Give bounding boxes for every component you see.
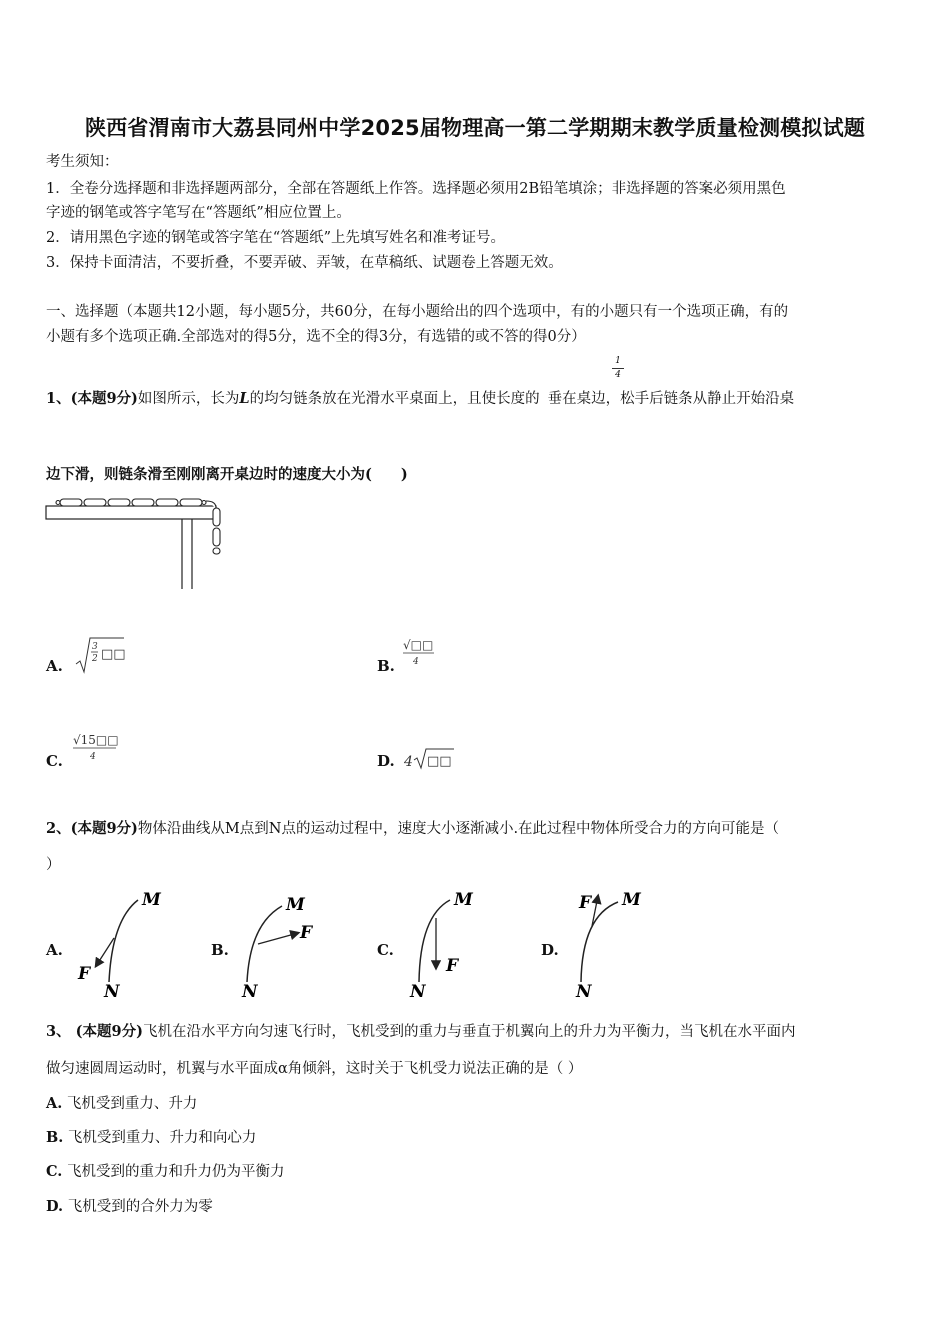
frac-den: 4 <box>413 657 419 667</box>
q2-option-d-figure <box>570 886 666 998</box>
q1-prefix: 1、(本题9分) <box>46 390 138 407</box>
notice-item-1: 1．全卷分选择题和非选择题两部分，全部在答题纸上作答。选择题必须用2B铅笔填涂；非选择题的答案必须用黑色 <box>46 181 786 197</box>
q3-option-a-label: A. <box>46 1095 63 1112</box>
label-f: F <box>579 893 592 913</box>
frac-num: 3 <box>92 642 98 652</box>
q1-line2: 边下滑，则链条滑至刚刚离开桌边时的速度大小为( ) <box>46 466 408 483</box>
q1-option-b-math <box>400 636 440 672</box>
q3-option-d-text: 飞机受到的合外力为零 <box>67 1199 213 1215</box>
label-m: M <box>142 890 161 910</box>
label-n: N <box>104 982 120 998</box>
q2-line1 <box>46 819 779 839</box>
label-n: N <box>576 982 592 998</box>
page-title: 陕西省渭南市大荔县同州中学2025届物理高一第二学期期末教学质量检测模拟试题 <box>84 116 866 140</box>
q2-option-a-figure <box>74 886 170 998</box>
q3-option-b-label: B. <box>46 1129 64 1146</box>
label-f: F <box>446 956 459 976</box>
q1-text-b: 的均匀链条放在光滑水平桌面上，且使长度的 <box>249 391 540 407</box>
label-m: M <box>286 895 305 915</box>
q3-option-a-text: 飞机受到重力、升力 <box>66 1096 198 1112</box>
q1-option-b-label[interactable]: B. <box>377 657 395 675</box>
q3-option-b[interactable] <box>46 1128 256 1148</box>
force-arrow <box>258 933 298 944</box>
q2-option-a-label[interactable]: A. <box>46 941 63 959</box>
coef: 4 <box>404 754 413 770</box>
q1-option-a-label[interactable]: A. <box>46 657 63 675</box>
label-n: N <box>242 982 258 998</box>
q2-option-c-figure <box>400 886 496 998</box>
q3-option-d-label: D. <box>46 1198 64 1215</box>
q1-fraction-num: 1 <box>615 356 621 366</box>
q3-option-a[interactable] <box>46 1094 197 1114</box>
notice-item-1-cont: 字迹的钢笔或答字笔写在“答题纸”相应位置上。 <box>46 205 351 221</box>
q2-prefix: 2、(本题9分) <box>46 820 138 837</box>
q3-line2: 做匀速圆周运动时，机翼与水平面成α角倾斜，这时关于飞机受力说法正确的是（ ） <box>46 1061 583 1077</box>
q3-option-c[interactable] <box>46 1162 284 1182</box>
trajectory <box>247 906 282 982</box>
label-f: F <box>78 964 91 984</box>
q1-option-a-math <box>74 636 126 676</box>
chain-horizontal <box>56 499 206 506</box>
q1-chain-figure <box>44 492 234 594</box>
q3-option-b-text: 飞机受到重力、升力和向心力 <box>67 1130 257 1146</box>
q1-text-a: 如图所示，长为 <box>137 391 240 407</box>
notice-item-2: 2．请用黑色字迹的钢笔或答字笔在“答题纸”上先填写姓名和准考证号。 <box>46 230 506 246</box>
q1-option-d-label[interactable]: D. <box>377 752 395 770</box>
q1-fraction-den: 4 <box>615 370 621 380</box>
q2-option-d-label[interactable]: D. <box>541 941 559 959</box>
notice-item-3: 3．保持卡面清洁，不要折叠，不要弄破、弄皱，在草稿纸、试题卷上答题无效。 <box>46 255 563 271</box>
q1-text-c: 垂在桌边，松手后链条从静止开始沿桌 <box>547 391 795 407</box>
q1-option-d-math <box>402 746 456 772</box>
label-f: F <box>300 923 313 943</box>
q1-option-c-label[interactable]: C. <box>46 752 63 770</box>
q3-option-d[interactable] <box>46 1197 213 1217</box>
q3-option-c-text: 飞机受到的重力和升力仍为平衡力 <box>66 1164 285 1180</box>
math-tail: □□ <box>427 754 452 769</box>
q3-option-c-label: C. <box>46 1163 63 1180</box>
trajectory <box>581 902 618 982</box>
notice-heading: 考生须知： <box>46 154 119 170</box>
q2-text: 物体沿曲线从M点到N点的运动过程中，速度大小逐渐减小.在此过程中物体所受合力的方向可能是（ <box>137 821 780 837</box>
q1-line1 <box>46 389 794 409</box>
q3-prefix: 3、 (本题9分) <box>46 1023 143 1040</box>
q1-var-l: L <box>239 390 250 407</box>
frac-top: √15□□ <box>73 733 119 747</box>
frac-den: 4 <box>90 752 96 762</box>
frac-top: √□□ <box>403 638 434 652</box>
label-m: M <box>622 890 641 910</box>
label-n: N <box>410 982 426 998</box>
trajectory <box>109 900 138 982</box>
math-tail: □□ <box>101 647 126 662</box>
q3-text: 飞机在沿水平方向匀速飞行时，飞机受到的重力与垂直于机翼向上的升力为平衡力，当飞机在水平面内 <box>142 1024 796 1040</box>
frac-den: 2 <box>92 654 98 664</box>
q2-option-b-label[interactable]: B. <box>211 941 229 959</box>
q1-option-c-math <box>70 730 122 766</box>
q2-line2: ） <box>46 857 61 873</box>
q2-option-b-figure <box>236 886 332 998</box>
q1-fraction <box>612 356 624 381</box>
q3-line1 <box>46 1022 795 1042</box>
table-top <box>46 506 216 519</box>
section-heading-line2: 小题有多个选项正确.全部选对的得5分，选不全的得3分，有选错的或不答的得0分） <box>46 329 586 345</box>
label-m: M <box>454 890 473 910</box>
q2-option-c-label[interactable]: C. <box>377 941 394 959</box>
section-heading-line1: 一、选择题（本题共12小题，每小题5分，共60分，在每小题给出的四个选项中，有的小题只有一个选项正确，有的 <box>46 304 789 320</box>
